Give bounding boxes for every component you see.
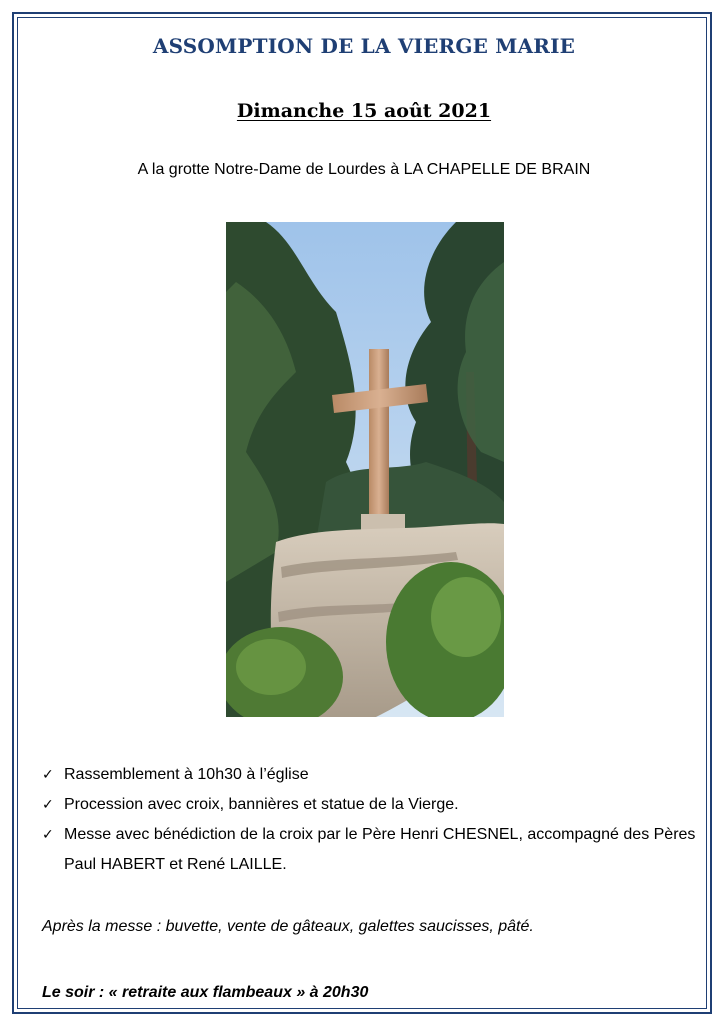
cross-base bbox=[361, 514, 405, 530]
cross-vertical bbox=[369, 349, 389, 517]
program-list bbox=[42, 760, 702, 880]
event-date bbox=[0, 100, 728, 122]
evening-note: Le soir : « retraite aux flambeaux » à 20h30 bbox=[42, 984, 369, 1001]
check-icon: ✓ bbox=[42, 827, 54, 843]
program-item-text: Messe avec bénédiction de la croix par le Père Henri CHESNEL, accompagné des Pères Paul HABERT et René LAILLE. bbox=[64, 826, 696, 873]
check-icon: ✓ bbox=[42, 797, 54, 813]
right-bush-light bbox=[431, 577, 501, 657]
page-title: ASSOMPTION DE LA VIERGE MARIE bbox=[152, 34, 576, 58]
list-item bbox=[42, 790, 702, 820]
list-item bbox=[42, 760, 702, 790]
cross-photo bbox=[226, 222, 504, 717]
event-location: A la grotte Notre-Dame de Lourdes à LA CHAPELLE DE BRAIN bbox=[137, 161, 591, 178]
after-mass-note: Après la messe : buvette, vente de gâteaux, galettes saucisses, pâté. bbox=[42, 918, 534, 935]
check-icon: ✓ bbox=[42, 767, 54, 783]
list-item bbox=[42, 820, 702, 880]
event-date-text: Dimanche 15 août 2021 bbox=[236, 100, 492, 122]
program-item-text: Procession avec croix, bannières et statue de la Vierge. bbox=[64, 796, 459, 813]
program-item-text: Rassemblement à 10h30 à l’église bbox=[64, 766, 309, 783]
left-bush-light bbox=[236, 639, 306, 695]
